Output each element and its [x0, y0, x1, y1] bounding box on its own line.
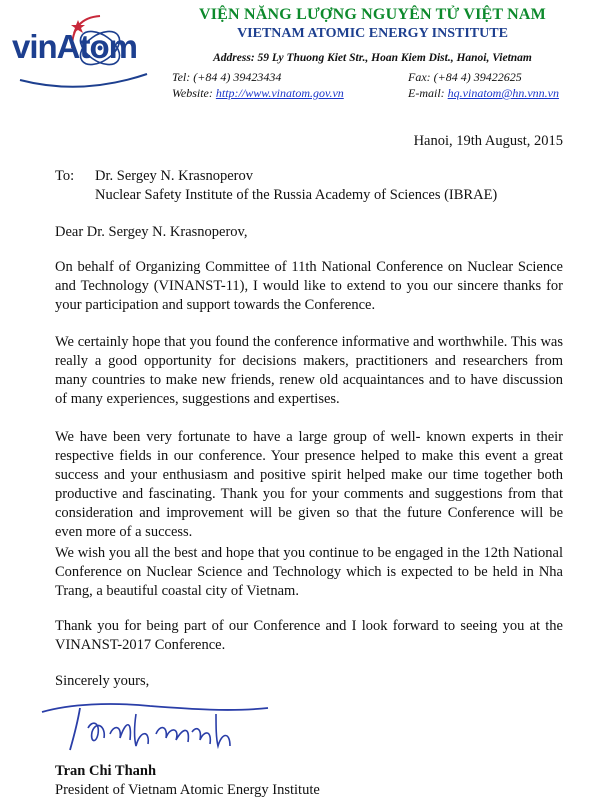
- salutation: Dear Dr. Sergey N. Krasnoperov,: [55, 224, 248, 240]
- fax: Fax: (+84 4) 39422625: [408, 70, 522, 84]
- website-label: Website:: [172, 86, 216, 100]
- website-link[interactable]: http://www.vinatom.gov.vn: [215, 86, 344, 100]
- paragraph-4: We wish you all the best and hope that you continue to be engaged in the 12th National Conference on Nuclear Science and Technology which is expected to be held in Nha Trang, a beautiful coastal city of Vietnam.: [55, 545, 563, 599]
- org-name-vietnamese: VIỆN NĂNG LƯỢNG NGUYÊN TỬ VIỆT NAM: [199, 6, 546, 23]
- paragraph-5: Thank you for being part of our Conference and I look forward to seeing you at the VINANST-2017 Conference.: [55, 618, 563, 653]
- telephone: Tel: (+84 4) 39423434: [172, 70, 282, 84]
- email-label: E-mail:: [408, 86, 448, 100]
- paragraph-1: On behalf of Organizing Committee of 11th National Conference on Nuclear Science and Technology (VINANST-11), I would like to extend to you our sincere thanks for your participation and support towards the Conference.: [55, 259, 563, 313]
- handwritten-signature: [40, 690, 270, 758]
- website: [172, 86, 344, 101]
- paragraph-2: We certainly hope that you found the conference informative and worthwhile. This was really a good opportunity for decisions makers, practitioners and researchers from many countries to make new friends, renew old acquaintances and to have discussion of many experiences, suggestions and expertises.: [55, 334, 563, 407]
- to-label: To:: [55, 168, 75, 184]
- letter-date: Hanoi, 19th August, 2015: [413, 133, 563, 149]
- logo-wordmark: vinAtom: [12, 28, 137, 65]
- signer-name: Tran Chi Thanh: [55, 763, 157, 779]
- closing: Sincerely yours,: [55, 673, 150, 689]
- paragraph-3: We have been very fortunate to have a large group of well- known experts in their respective fields in our conference. Your presence helped to make this event a great success and your enthusiasm and positive spirit helped make our time together both productive and fascinating. Thank you for your comments and suggestions from that consideration and improvement will be given so that the future Conference will be even more of a success.: [55, 429, 563, 540]
- vinatom-logo: [12, 8, 154, 98]
- recipient-organization: Nuclear Safety Institute of the Russia Academy of Sciences (IBRAE): [95, 187, 498, 203]
- recipient-name: Dr. Sergey N. Krasnoperov: [95, 168, 253, 184]
- org-name-english: VIETNAM ATOMIC ENERGY INSTITUTE: [237, 26, 508, 41]
- signer-title: President of Vietnam Atomic Energy Institute: [55, 782, 320, 798]
- email-link[interactable]: hq.vinatom@hn.vnn.vn: [447, 86, 560, 100]
- org-address: Address: 59 Ly Thuong Kiet Str., Hoan Kiem Dist., Hanoi, Vietnam: [213, 52, 532, 64]
- email: [408, 86, 559, 101]
